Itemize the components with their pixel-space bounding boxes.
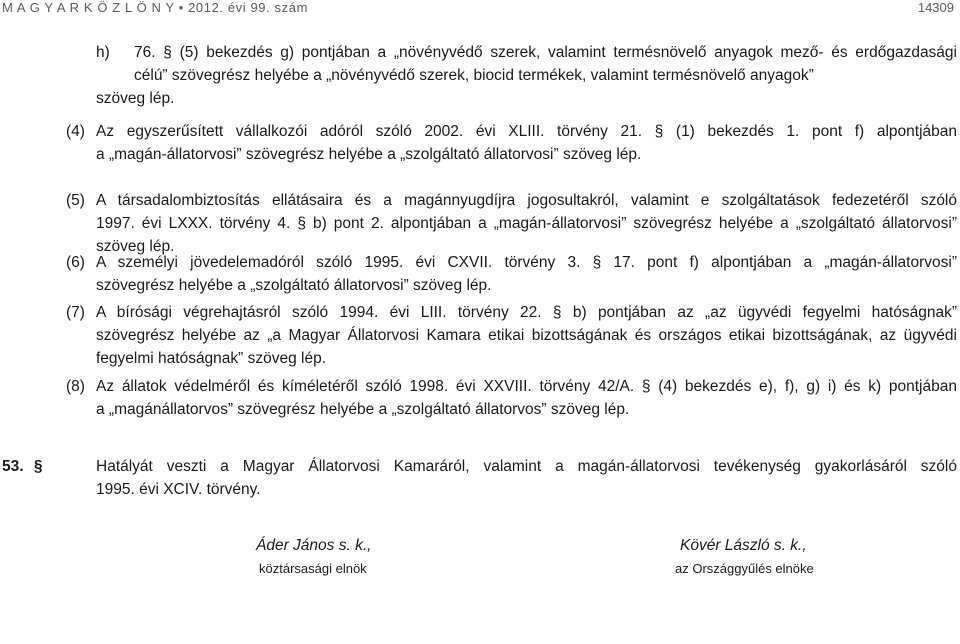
paragraph-4-num: (4) <box>66 123 85 140</box>
signature-speaker-name: Kövér László s. k., <box>680 537 807 554</box>
text-line: 1997. évi LXXX. törvény 4. § b) pont 2. alpontjában a „magán-állatorvosi” szövegrész helyébe a „szolgáltató állatorvosi” <box>96 215 957 232</box>
text-line: Hatályát veszti a Magyar Állatorvosi Kamaráról, valamint a magán-állatorvosi tevékenység gyakorlásáról szóló <box>96 458 957 475</box>
text-line: a „magánállatorvos” szövegrész helyébe a „szolgáltató állatorvos” szöveg lép. <box>96 401 630 418</box>
paragraph-7 <box>96 301 957 370</box>
item-h-text <box>134 41 957 87</box>
text-line: A bírósági végrehajtásról szóló 1994. évi LIII. törvény 22. § b) pontjában az „az ügyvédi fegyelmi hatóságnak” <box>96 304 957 321</box>
text-line: szöveg lép. <box>96 90 175 107</box>
journal-header: M A G Y A R K Ö Z L Ö N Y • 2012. évi 99. szám <box>2 0 309 15</box>
paragraph-8 <box>96 375 957 421</box>
text-line: A személyi jövedelemadóról szóló 1995. évi CXVII. törvény 3. § 17. pont f) alpontjában a „magán-állatorvosi” <box>96 254 957 271</box>
text-line: 76. § (5) bekezdés g) pontjában a „növényvédő szerek, valamint termésnövelő anyagok mező- és erdőgazdasági <box>134 44 957 61</box>
text-line: szöveg lép. <box>96 238 175 255</box>
paragraph-7-num: (7) <box>66 304 85 321</box>
signature-speaker-title: az Országgyűlés elnöke <box>675 561 814 576</box>
text-line: Az állatok védelméről és kíméletéről szóló 1998. évi XXVIII. törvény 42/A. § (4) bekezdés e), f), g) i) és k) pontjában <box>96 378 957 395</box>
section-53-text <box>96 455 957 501</box>
paragraph-8-num: (8) <box>66 378 85 395</box>
paragraph-6 <box>96 251 957 297</box>
text-line: Az egyszerűsített vállalkozói adóról szóló 2002. évi XLIII. törvény 21. § (1) bekezdés 1. pont f) alpontjában <box>96 123 957 140</box>
page-number: 14309 <box>917 0 954 15</box>
text-line: A társadalombiztosítás ellátásaira és a magánnyugdíjra jogosultakról, valamint e szolgáltatások fedezetéről szóló <box>96 192 957 209</box>
section-53-label: 53. § <box>2 458 43 475</box>
paragraph-4 <box>96 120 957 166</box>
item-h-text-cont <box>96 87 956 110</box>
item-h-label: h) <box>96 44 110 61</box>
paragraph-5-num: (5) <box>66 192 85 209</box>
signature-president-name: Áder János s. k., <box>256 537 372 554</box>
paragraph-6-num: (6) <box>66 254 85 271</box>
text-line: a „magán-állatorvosi” szövegrész helyébe a „szolgáltató állatorvosi” szöveg lép. <box>96 146 642 163</box>
text-line: célú” szövegrész helyébe a „növényvédő szerek, biocid termékek, valamint termésnövelő anyagok” <box>134 67 814 84</box>
text-line: szövegrész helyébe az „a Magyar Állatorvosi Kamara etikai bizottságának és országos etikai bizottságának, az ügyvédi <box>96 327 957 344</box>
text-line: szövegrész helyébe a „szolgáltató állatorvosi” szöveg lép. <box>96 277 492 294</box>
paragraph-5 <box>96 189 957 258</box>
text-line: fegyelmi hatóságnak” szöveg lép. <box>96 350 327 367</box>
text-line: 1995. évi XCIV. törvény. <box>96 481 261 498</box>
signature-president-title: köztársasági elnök <box>259 561 367 576</box>
